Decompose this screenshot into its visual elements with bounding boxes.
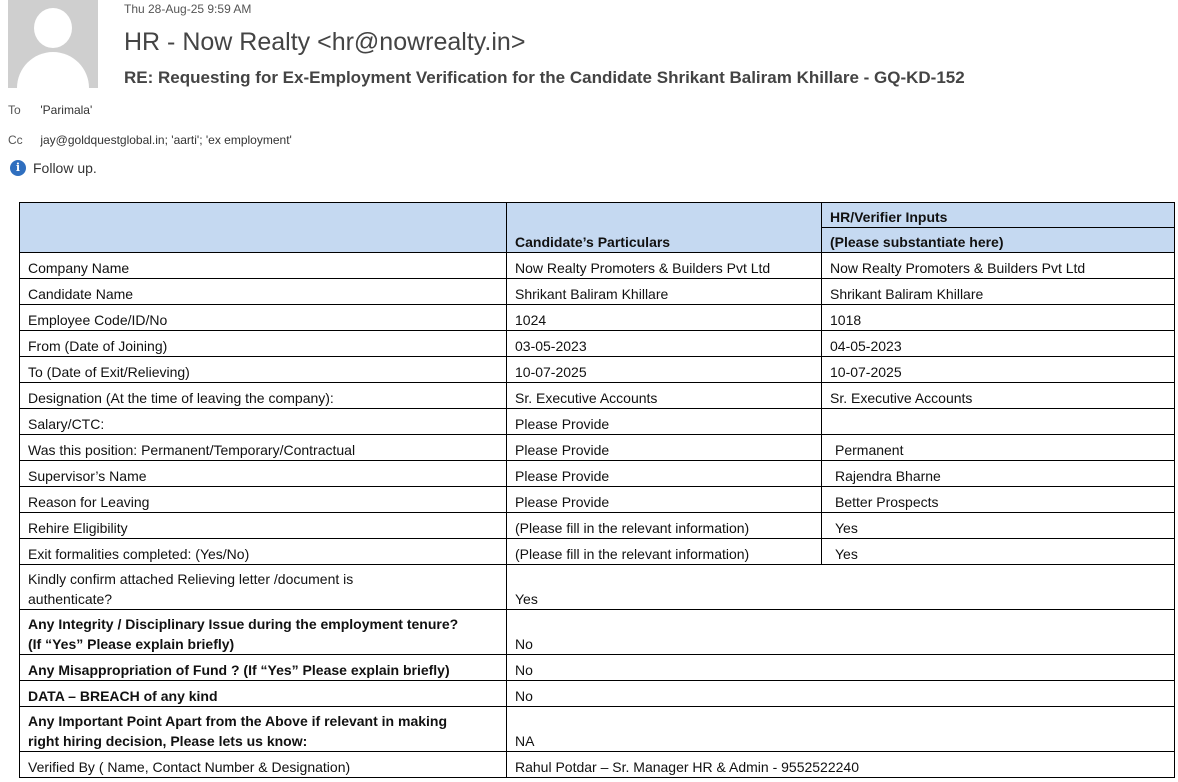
table-row bbox=[20, 655, 1175, 681]
header-hr-sub: (Please substantiate here) bbox=[822, 228, 1175, 253]
row-hr-value: 04-05-2023 bbox=[822, 331, 1175, 357]
row-hr-value: Rajendra Bharne bbox=[822, 461, 1175, 487]
header-blank-cell bbox=[20, 203, 507, 253]
row-hr-value: 1018 bbox=[822, 305, 1175, 331]
row-hr-value: Yes bbox=[822, 513, 1175, 539]
row-label: Candidate Name bbox=[20, 279, 507, 305]
sent-date: Thu 28-Aug-25 9:59 AM bbox=[124, 2, 252, 16]
row-label: Any Misappropriation of Fund ? (If “Yes” Please explain briefly) bbox=[20, 655, 507, 681]
row-label: Salary/CTC: bbox=[20, 409, 507, 435]
row-hr-value bbox=[822, 409, 1175, 435]
row-label-line: (If “Yes” Please explain briefly) bbox=[28, 636, 235, 652]
table-row bbox=[20, 305, 1175, 331]
row-label-line: Kindly confirm attached Relieving letter /document is bbox=[28, 571, 354, 587]
row-merged-value: No bbox=[507, 610, 1175, 655]
table-row bbox=[20, 461, 1175, 487]
table-row bbox=[20, 513, 1175, 539]
table-row bbox=[20, 487, 1175, 513]
table-row bbox=[20, 435, 1175, 461]
follow-up-flag[interactable] bbox=[10, 160, 97, 176]
row-candidate-value: 03-05-2023 bbox=[507, 331, 822, 357]
row-label: Supervisor’s Name bbox=[20, 461, 507, 487]
row-candidate-value: Please Provide bbox=[507, 435, 822, 461]
row-label: Was this position: Permanent/Temporary/Contractual bbox=[20, 435, 507, 461]
row-hr-value: Now Realty Promoters & Builders Pvt Ltd bbox=[822, 253, 1175, 279]
row-label: To (Date of Exit/Relieving) bbox=[20, 357, 507, 383]
row-label: Reason for Leaving bbox=[20, 487, 507, 513]
row-label bbox=[20, 610, 507, 655]
row-label-line: authenticate? bbox=[28, 591, 113, 607]
row-candidate-value: Sr. Executive Accounts bbox=[507, 383, 822, 409]
row-label: Company Name bbox=[20, 253, 507, 279]
table-row bbox=[20, 331, 1175, 357]
table-row bbox=[20, 539, 1175, 565]
table-row bbox=[20, 610, 1175, 655]
email-subject: RE: Requesting for Ex-Employment Verification for the Candidate Shrikant Baliram Khillare - GQ-KD-152 bbox=[124, 68, 965, 87]
row-label: Employee Code/ID/No bbox=[20, 305, 507, 331]
table-row bbox=[20, 357, 1175, 383]
row-candidate-value: (Please fill in the relevant information) bbox=[507, 513, 822, 539]
row-candidate-value: Please Provide bbox=[507, 409, 822, 435]
follow-up-text: Follow up. bbox=[33, 160, 97, 176]
person-avatar-icon bbox=[34, 8, 72, 48]
sender-name[interactable]: HR - Now Realty <hr@nowrealty.in> bbox=[124, 28, 526, 56]
header-hr-title: HR/Verifier Inputs bbox=[822, 203, 1175, 228]
row-label-line: right hiring decision, Please lets us know: bbox=[28, 733, 308, 749]
header-candidate: Candidate’s Particulars bbox=[507, 203, 822, 253]
row-candidate-value: Please Provide bbox=[507, 461, 822, 487]
row-candidate-value: Now Realty Promoters & Builders Pvt Ltd bbox=[507, 253, 822, 279]
row-hr-value: Yes bbox=[822, 539, 1175, 565]
table-row bbox=[20, 409, 1175, 435]
to-label: To bbox=[8, 103, 21, 117]
cc-label: Cc bbox=[8, 133, 23, 147]
row-candidate-value: Shrikant Baliram Khillare bbox=[507, 279, 822, 305]
cc-recipients[interactable]: jay@goldquestglobal.in; 'aarti'; 'ex employment' bbox=[40, 133, 292, 147]
row-label bbox=[20, 565, 507, 610]
row-merged-value: Yes bbox=[507, 565, 1175, 610]
row-label: Verified By ( Name, Contact Number & Designation) bbox=[20, 752, 507, 778]
table-row bbox=[20, 565, 1175, 610]
info-icon: i bbox=[10, 160, 26, 176]
row-candidate-value: 10-07-2025 bbox=[507, 357, 822, 383]
row-label: DATA – BREACH of any kind bbox=[20, 681, 507, 707]
row-merged-value: NA bbox=[507, 707, 1175, 752]
row-candidate-value: (Please fill in the relevant information) bbox=[507, 539, 822, 565]
row-label-line: Any Integrity / Disciplinary Issue during the employment tenure? bbox=[28, 616, 459, 632]
row-candidate-value: 1024 bbox=[507, 305, 822, 331]
row-label: From (Date of Joining) bbox=[20, 331, 507, 357]
row-merged-value: No bbox=[507, 681, 1175, 707]
table-row bbox=[20, 383, 1175, 409]
table-row bbox=[20, 253, 1175, 279]
table-row bbox=[20, 707, 1175, 752]
to-row bbox=[8, 103, 92, 117]
verification-table bbox=[19, 202, 1175, 778]
row-label: Designation (At the time of leaving the company): bbox=[20, 383, 507, 409]
row-hr-value: Better Prospects bbox=[822, 487, 1175, 513]
row-hr-value: Shrikant Baliram Khillare bbox=[822, 279, 1175, 305]
row-hr-value: 10-07-2025 bbox=[822, 357, 1175, 383]
row-hr-value: Permanent bbox=[822, 435, 1175, 461]
row-merged-value: Rahul Potdar – Sr. Manager HR & Admin - 9552522240 bbox=[507, 752, 1175, 778]
row-merged-value: No bbox=[507, 655, 1175, 681]
cc-row bbox=[8, 133, 292, 147]
row-hr-value: Sr. Executive Accounts bbox=[822, 383, 1175, 409]
row-label: Exit formalities completed: (Yes/No) bbox=[20, 539, 507, 565]
sender-avatar bbox=[8, 0, 98, 88]
row-label bbox=[20, 707, 507, 752]
table-header-row bbox=[20, 203, 1175, 228]
row-label-line: Any Important Point Apart from the Above if relevant in making bbox=[28, 713, 448, 729]
table-row bbox=[20, 279, 1175, 305]
row-label: Rehire Eligibility bbox=[20, 513, 507, 539]
row-candidate-value: Please Provide bbox=[507, 487, 822, 513]
table-row bbox=[20, 681, 1175, 707]
to-recipients[interactable]: 'Parimala' bbox=[40, 103, 93, 117]
table-row bbox=[20, 752, 1175, 778]
